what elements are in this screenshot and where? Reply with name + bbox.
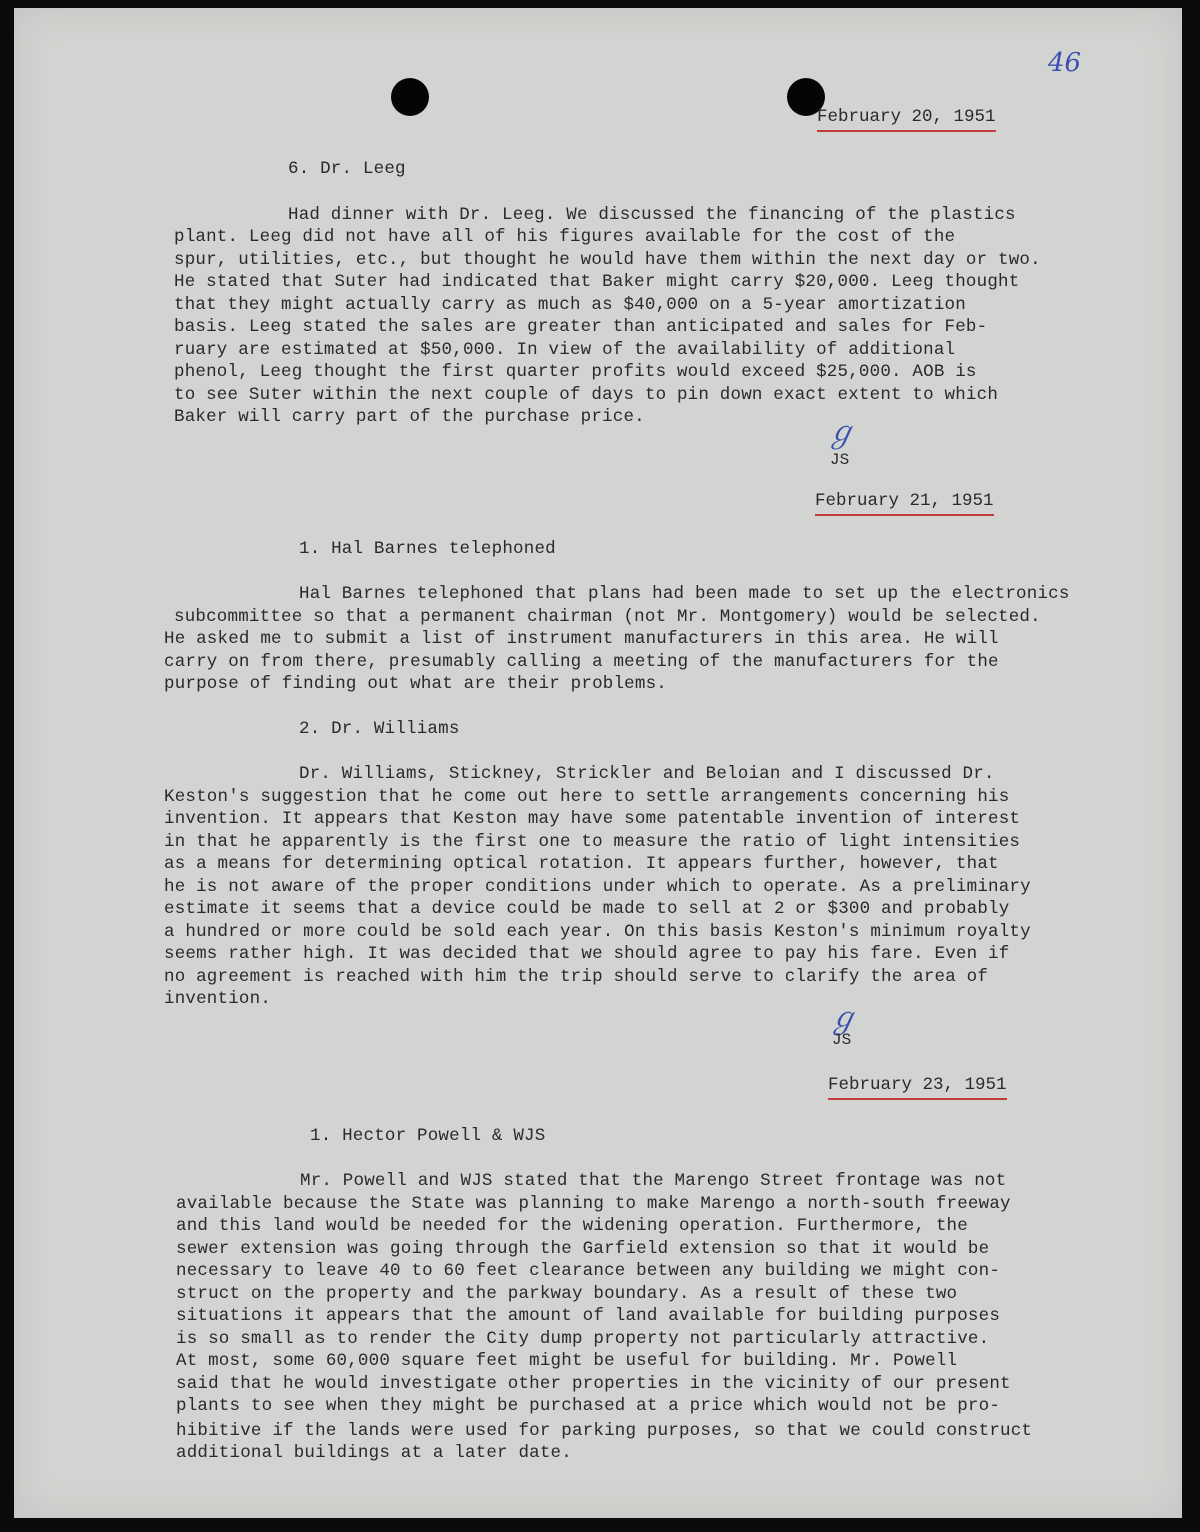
paragraph-line: said that he would investigate other properties in the vicinity of our present	[176, 1374, 1011, 1394]
paragraph-line: purpose of finding out what are their problems.	[164, 674, 667, 694]
paragraph-line: plant. Leeg did not have all of his figures available for the cost of the	[174, 227, 956, 247]
paragraph-line: Hal Barnes telephoned that plans had been made to set up the electronics	[299, 584, 1070, 604]
document-page	[14, 8, 1182, 1518]
paragraph-line: situations it appears that the amount of land available for building purposes	[176, 1306, 1001, 1326]
paragraph-line: necessary to leave 40 to 60 feet clearance between any building we might con-	[176, 1261, 1001, 1281]
handwritten-initial-mark: ℊ	[828, 1001, 858, 1036]
paragraph-line: invention.	[164, 989, 272, 1009]
paragraph-line: that they might actually carry as much as $40,000 on a 5-year amortization	[174, 295, 966, 315]
paragraph-line: Dr. Williams, Stickney, Strickler and Beloian and I discussed Dr.	[299, 764, 995, 784]
paragraph-line: to see Suter within the next couple of days to pin down exact extent to which	[174, 385, 999, 405]
item-heading: 1. Hal Barnes telephoned	[299, 539, 556, 559]
paragraph-line: is so small as to render the City dump property not particularly attractive.	[176, 1329, 990, 1349]
paragraph-line: He stated that Suter had indicated that Baker might carry $20,000. Leeg thought	[174, 272, 1020, 292]
paragraph-line: Mr. Powell and WJS stated that the Marengo Street frontage was not	[300, 1171, 1007, 1191]
paragraph-line: in that he apparently is the first one to measure the ratio of light intensities	[164, 832, 1021, 852]
entry-date: February 21, 1951	[815, 490, 994, 516]
paragraph-line: available because the State was planning to make Marengo a north-south freeway	[176, 1194, 1011, 1214]
paragraph-line: spur, utilities, etc., but thought he would have them within the next day or two.	[174, 250, 1041, 270]
paragraph-line: phenol, Leeg thought the first quarter profits would exceed $25,000. AOB is	[174, 362, 977, 382]
punch-hole-left	[391, 78, 429, 116]
paragraph-line: Keston's suggestion that he come out here to settle arrangements concerning his	[164, 787, 1010, 807]
paragraph-line: estimate it seems that a device could be made to sell at 2 or $300 and probably	[164, 899, 1010, 919]
paragraph-line: sewer extension was going through the Garfield extension so that it would be	[176, 1239, 990, 1259]
paragraph-line: additional buildings at a later date.	[176, 1443, 572, 1463]
handwritten-page-number: 46	[1048, 48, 1082, 78]
paragraph-line: and this land would be needed for the widening operation. Furthermore, the	[176, 1216, 968, 1236]
signature-initials: JS	[832, 1031, 852, 1049]
entry-date: February 23, 1951	[828, 1074, 1007, 1100]
paragraph-line: a hundred or more could be sold each year. On this basis Keston's minimum royalty	[164, 922, 1031, 942]
handwritten-initial-mark: ℊ	[826, 415, 856, 450]
paragraph-line: as a means for determining optical rotation. It appears further, however, that	[164, 854, 999, 874]
paragraph-line: hibitive if the lands were used for parking purposes, so that we could construct	[176, 1421, 1033, 1441]
item-heading: 6. Dr. Leeg	[288, 159, 406, 179]
paragraph-line: Had dinner with Dr. Leeg. We discussed the financing of the plastics	[288, 205, 1016, 225]
item-heading: 2. Dr. Williams	[299, 719, 460, 739]
paragraph-line: struct on the property and the parkway boundary. As a result of these two	[176, 1284, 958, 1304]
signature-initials: JS	[830, 451, 850, 469]
paragraph-line: no agreement is reached with him the trip should serve to clarify the area of	[164, 967, 989, 987]
paragraph-line: plants to see when they might be purchased at a price which would not be pro-	[176, 1396, 1001, 1416]
paragraph-line: Baker will carry part of the purchase price.	[174, 407, 645, 427]
paragraph-line: invention. It appears that Keston may have some patentable invention of interest	[164, 809, 1021, 829]
paragraph-line: carry on from there, presumably calling a meeting of the manufacturers for the	[164, 652, 999, 672]
paragraph-line: basis. Leeg stated the sales are greater than anticipated and sales for Feb-	[174, 317, 988, 337]
paragraph-line: At most, some 60,000 square feet might be useful for building. Mr. Powell	[176, 1351, 958, 1371]
item-heading: 1. Hector Powell & WJS	[310, 1126, 546, 1146]
entry-date: February 20, 1951	[817, 106, 996, 132]
paragraph-line: subcommittee so that a permanent chairman (not Mr. Montgomery) would be selected.	[174, 607, 1041, 627]
paragraph-line: seems rather high. It was decided that we should agree to pay his fare. Even if	[164, 944, 1010, 964]
paragraph-line: he is not aware of the proper conditions under which to operate. As a preliminary	[164, 877, 1031, 897]
paragraph-line: ruary are estimated at $50,000. In view of the availability of additional	[174, 340, 956, 360]
paragraph-line: He asked me to submit a list of instrument manufacturers in this area. He will	[164, 629, 999, 649]
